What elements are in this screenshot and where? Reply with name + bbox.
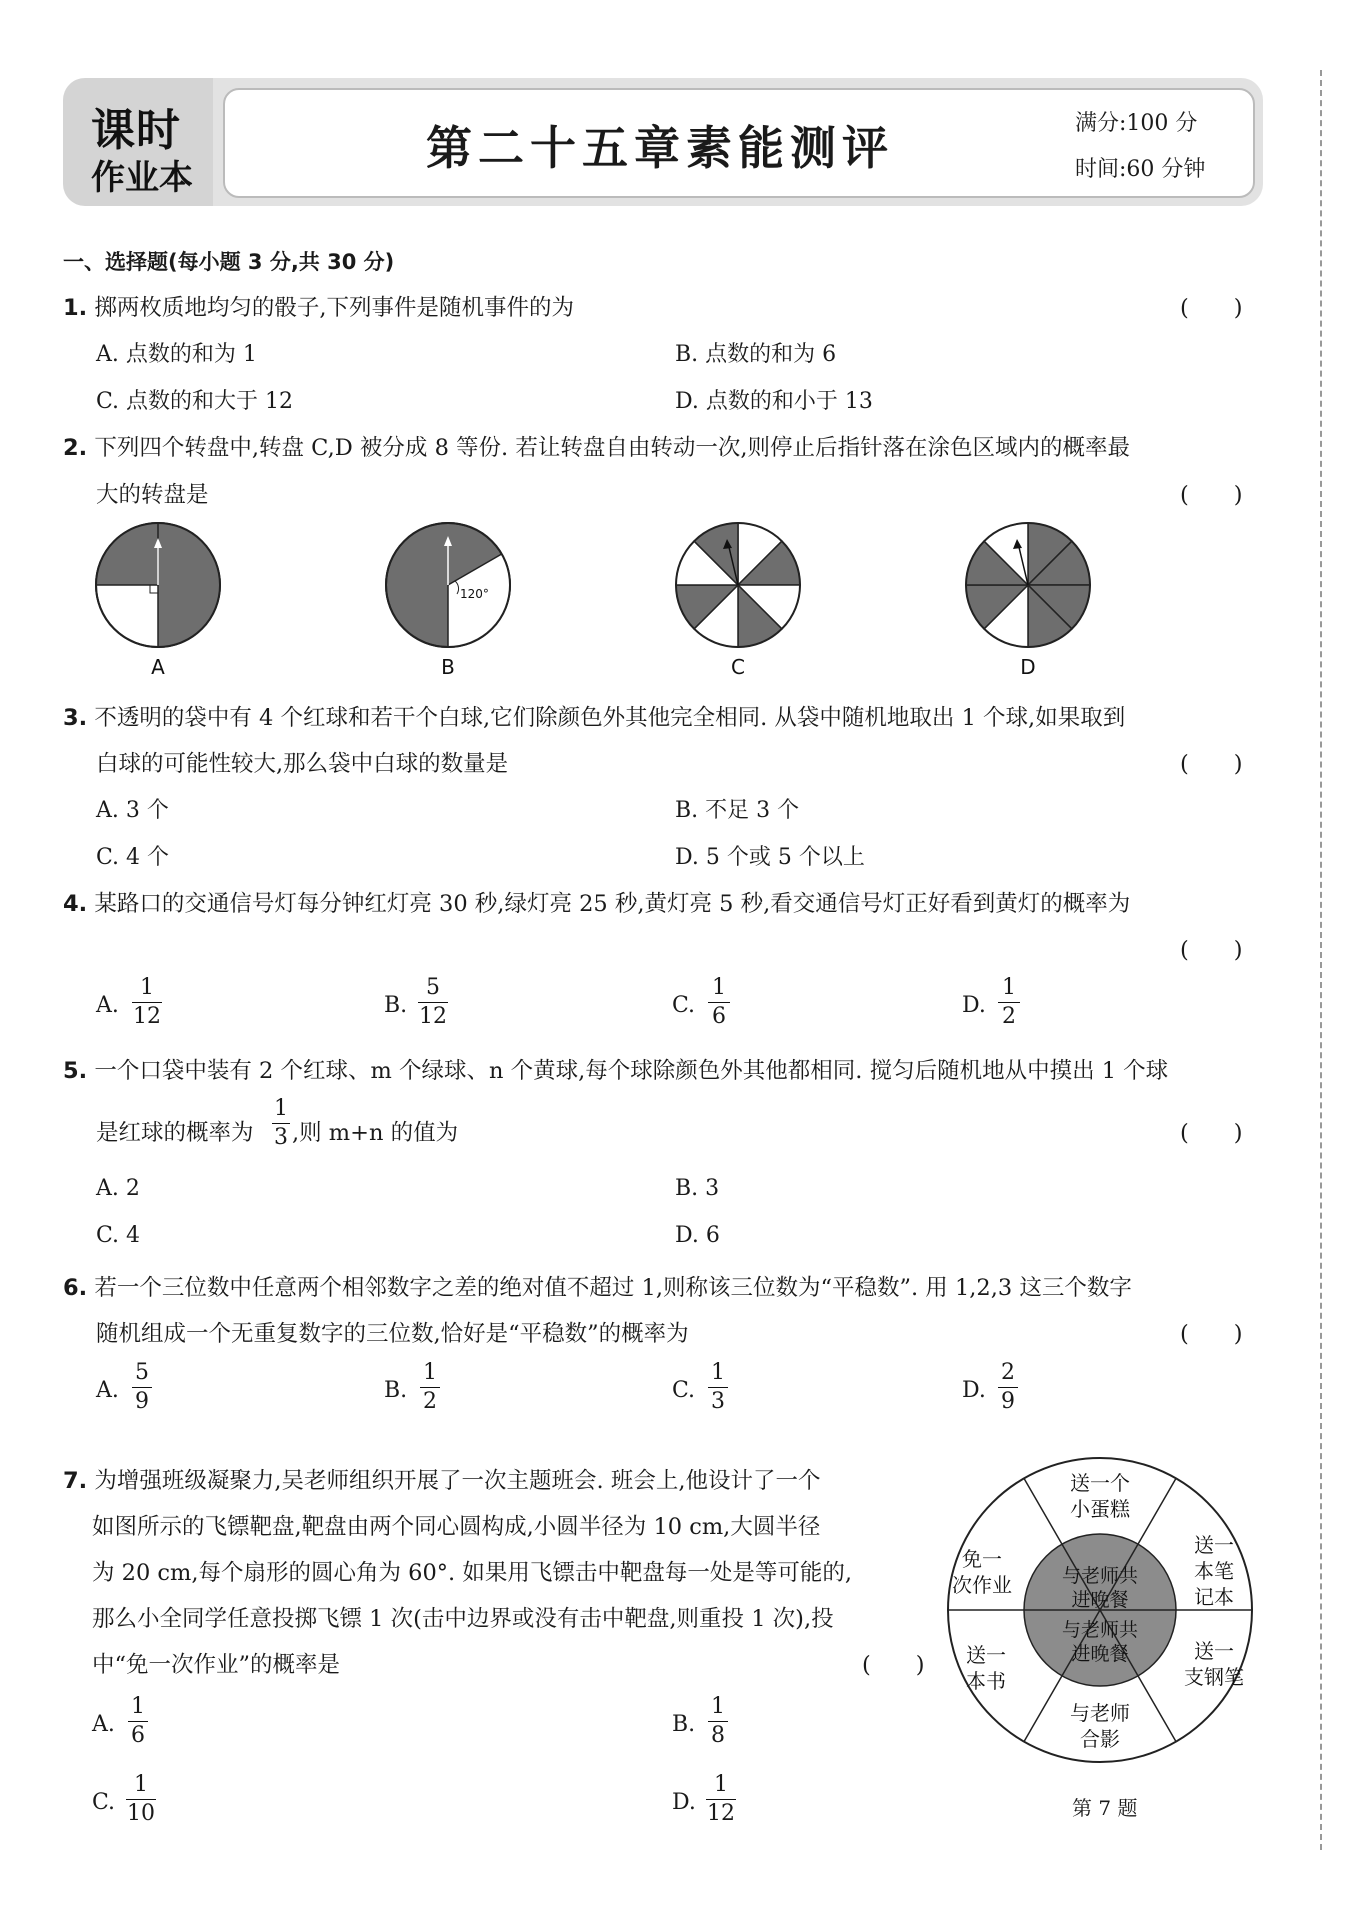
q7-option-d-fraction: [706, 1772, 736, 1827]
wheel-upper-right-line3: 记本: [1194, 1585, 1234, 1609]
q6-d-denominator: 9: [1001, 1389, 1015, 1414]
q7-b-numerator: 1: [711, 1694, 725, 1719]
q3-option-a: A. 3 个: [96, 798, 169, 823]
score-info: 满分:100 分: [1075, 111, 1198, 136]
q3-answer-bracket[interactable]: ( ): [1180, 751, 1243, 777]
q3-number: 3.: [63, 705, 88, 731]
wheel-upper-right-line1: 送一: [1194, 1533, 1234, 1557]
title-frame: [213, 78, 1263, 206]
q4-stem: [63, 886, 1130, 918]
q7-stem-line2: 如图所示的飞镖靶盘,靶盘由两个同心圆构成,小圆半径为 10 cm,大圆半径: [92, 1514, 821, 1540]
q5-stem-line1: [63, 1053, 1168, 1085]
q5-option-d: D. 6: [675, 1223, 720, 1248]
q6-number: 6.: [63, 1275, 88, 1301]
page-title: 第二十五章素能测评: [426, 121, 894, 175]
q4-option-b-fraction: [418, 975, 448, 1030]
q4-c-numerator: 1: [712, 975, 726, 1000]
q7-stem-line1: [63, 1463, 820, 1495]
q6-c-denominator: 3: [711, 1389, 725, 1414]
q7-figure-caption: 第 7 题: [1072, 1796, 1138, 1820]
q5-option-a: A. 2: [96, 1176, 140, 1201]
q6-stem-line2: 随机组成一个无重复数字的三位数,恰好是“平稳数”的概率为: [96, 1321, 689, 1347]
q7-d-denominator: 12: [707, 1801, 735, 1826]
q6-option-c-letter: C.: [672, 1378, 696, 1403]
q6-b-denominator: 2: [423, 1389, 437, 1414]
q6-a-numerator: 5: [135, 1360, 149, 1385]
spinner-a-label: A: [151, 655, 165, 679]
q2-spinners-figure: [0, 520, 1350, 690]
q4-option-a-letter: A.: [96, 993, 119, 1018]
q5-frac-numerator: 1: [274, 1096, 288, 1121]
wheel-inner-bottom-line1: 与老师共: [1061, 1619, 1139, 1641]
q7-option-a-letter: A.: [92, 1712, 115, 1737]
brand-line1: 课时: [91, 105, 181, 156]
q1-number: 1.: [63, 295, 88, 321]
wheel-inner-bottom-line2: 进晚餐: [1071, 1643, 1129, 1665]
title-box: [223, 88, 1255, 198]
q4-option-c-letter: C.: [672, 993, 696, 1018]
q1-stem: [63, 290, 574, 322]
q3-option-b: B. 不足 3 个: [675, 798, 800, 823]
q6-option-a-letter: A.: [96, 1378, 119, 1403]
q1-option-d: D. 点数的和小于 13: [675, 389, 873, 414]
wheel-lower-right-line2: 支钢笔: [1184, 1665, 1244, 1689]
q1-option-b: B. 点数的和为 6: [675, 342, 837, 367]
q7-stem-line4: 那么小全同学任意投掷飞镖 1 次(击中边界或没有击中靶盘,则重投 1 次),投: [92, 1606, 834, 1632]
q4-b-denominator: 12: [419, 1004, 447, 1029]
spinner-d-label: D: [1020, 655, 1036, 679]
spinner-a: [96, 523, 220, 647]
q3-option-d: D. 5 个或 5 个以上: [675, 845, 865, 870]
q7-option-c-fraction: [126, 1772, 156, 1827]
q7-c-denominator: 10: [127, 1801, 155, 1826]
wheel-bottom-line2: 合影: [1080, 1727, 1120, 1751]
q4-d-denominator: 2: [1002, 1004, 1016, 1029]
brand-logo: [63, 78, 213, 206]
q7-option-c-letter: C.: [92, 1790, 116, 1815]
wheel-top-line1: 送一个: [1070, 1471, 1130, 1495]
wheel-bottom-line1: 与老师: [1070, 1701, 1130, 1725]
q4-d-numerator: 1: [1002, 975, 1016, 1000]
q7-text-line1: 为增强班级凝聚力,吴老师组织开展了一次主题班会. 班会上,他设计了一个: [94, 1468, 821, 1494]
q4-option-d-fraction: [998, 975, 1020, 1030]
q2-number: 2.: [63, 435, 88, 461]
spinner-c-label: C: [731, 655, 745, 679]
q7-option-d-letter: D.: [672, 1790, 696, 1815]
q6-option-c-fraction: [708, 1360, 728, 1415]
q4-c-denominator: 6: [712, 1004, 726, 1029]
q5-frac-denominator: 3: [274, 1125, 288, 1150]
q6-stem-line1: [63, 1270, 1132, 1302]
q4-option-c-fraction: [708, 975, 730, 1030]
q7-c-numerator: 1: [134, 1772, 148, 1797]
q6-option-b-fraction: [420, 1360, 440, 1415]
wheel-inner-top-line2: 进晚餐: [1071, 1589, 1129, 1611]
q3-text-line1: 不透明的袋中有 4 个红球和若干个白球,它们除颜色外其他完全相同. 从袋中随机地取出 1 个球,如果取到: [94, 705, 1126, 731]
q1-option-a: A. 点数的和为 1: [96, 342, 257, 367]
q4-text: 某路口的交通信号灯每分钟红灯亮 30 秒,绿灯亮 25 秒,黄灯亮 5 秒,看交通信号灯正好看到黄灯的概率为: [94, 891, 1131, 917]
q6-option-d-letter: D.: [962, 1378, 986, 1403]
q7-b-denominator: 8: [711, 1723, 725, 1748]
q4-a-denominator: 12: [133, 1004, 161, 1029]
spinner-b-angle-label: 120°: [460, 587, 489, 601]
q7-stem-line3: 为 20 cm,每个扇形的圆心角为 60°. 如果用飞镖击中靶盘每一处是等可能的,: [92, 1560, 853, 1586]
wheel-lower-right-line1: 送一: [1194, 1639, 1234, 1663]
q7-option-a-fraction: [128, 1694, 148, 1749]
q5-text-line1: 一个口袋中装有 2 个红球、m 个绿球、n 个黄球,每个球除颜色外其他都相同. 搅匀后随机地从中摸出 1 个球: [94, 1058, 1169, 1084]
q2-stem-line2: 大的转盘是: [96, 482, 209, 508]
wheel-lower-left-line2: 本书: [966, 1669, 1006, 1693]
q6-option-d-fraction: [998, 1360, 1018, 1415]
q4-option-b-letter: B.: [384, 993, 408, 1018]
q7-stem-line5: 中“免一次作业”的概率是: [92, 1652, 341, 1678]
q1-answer-bracket[interactable]: ( ): [1180, 295, 1243, 321]
q3-option-c: C. 4 个: [96, 845, 170, 870]
q6-b-numerator: 1: [423, 1360, 437, 1385]
spinner-b: [386, 523, 510, 647]
q4-b-numerator: 5: [426, 975, 440, 1000]
wheel-lower-left-line1: 送一: [966, 1643, 1006, 1667]
spinner-b-label: B: [441, 655, 455, 679]
time-info: 时间:60 分钟: [1075, 157, 1206, 182]
q6-option-b-letter: B.: [384, 1378, 408, 1403]
spinner-d: [966, 523, 1090, 647]
header-banner: [63, 78, 1263, 206]
q1-text: 掷两枚质地均匀的骰子,下列事件是随机事件的为: [94, 295, 575, 321]
q5-stem-line2a: 是红球的概率为: [96, 1120, 254, 1146]
q5-number: 5.: [63, 1058, 88, 1084]
spinner-c: [676, 523, 800, 647]
wheel-top-line2: 小蛋糕: [1070, 1497, 1130, 1521]
wheel-upper-left-line2: 次作业: [952, 1573, 1012, 1597]
q7-option-b-fraction: [708, 1694, 728, 1749]
q4-number: 4.: [63, 891, 88, 917]
wheel-upper-left-line1: 免一: [962, 1547, 1002, 1571]
q7-d-numerator: 1: [714, 1772, 728, 1797]
q6-a-denominator: 9: [135, 1389, 149, 1414]
q5-stem-line2b: ,则 m+n 的值为: [292, 1120, 459, 1146]
q2-answer-bracket[interactable]: ( ): [1180, 482, 1243, 508]
q4-answer-bracket[interactable]: ( ): [1180, 937, 1243, 963]
q6-answer-bracket[interactable]: ( ): [1180, 1321, 1243, 1347]
q4-option-d-letter: D.: [962, 993, 986, 1018]
q3-stem-line2: 白球的可能性较大,那么袋中白球的数量是: [96, 751, 509, 777]
q5-option-b: B. 3: [675, 1176, 720, 1201]
wheel-inner-top-line1: 与老师共: [1061, 1565, 1139, 1587]
q7-option-b-letter: B.: [672, 1712, 696, 1737]
q6-text-line1: 若一个三位数中任意两个相邻数字之差的绝对值不超过 1,则称该三位数为“平稳数”. 用 1,2,3 这三个数字: [94, 1275, 1132, 1301]
q6-d-numerator: 2: [1001, 1360, 1015, 1385]
brand-line2: 作业本: [91, 158, 193, 198]
page-edge-rule: [1320, 70, 1322, 1850]
wheel-upper-right-line2: 本笔: [1194, 1559, 1234, 1583]
q1-option-c: C. 点数的和大于 12: [96, 389, 294, 414]
q7-dartboard-figure: [930, 1440, 1270, 1780]
section-title: 一、选择题(每小题 3 分,共 30 分): [63, 250, 395, 274]
q4-a-numerator: 1: [140, 975, 154, 1000]
q6-c-numerator: 1: [711, 1360, 725, 1385]
q5-inline-fraction: [272, 1096, 290, 1151]
q2-text-line1: 下列四个转盘中,转盘 C,D 被分成 8 等份. 若让转盘自由转动一次,则停止后指针落在涂色区域内的概率最: [94, 435, 1130, 461]
q6-option-a-fraction: [132, 1360, 152, 1415]
q2-stem-line1: [63, 430, 1130, 462]
q7-number: 7.: [63, 1468, 88, 1494]
q7-a-numerator: 1: [131, 1694, 145, 1719]
q3-stem-line1: [63, 700, 1125, 732]
q7-answer-bracket[interactable]: ( ): [862, 1652, 925, 1678]
q5-answer-bracket[interactable]: ( ): [1180, 1120, 1243, 1146]
q4-option-a-fraction: [132, 975, 162, 1030]
q7-a-denominator: 6: [131, 1723, 145, 1748]
q5-option-c: C. 4: [96, 1223, 141, 1248]
